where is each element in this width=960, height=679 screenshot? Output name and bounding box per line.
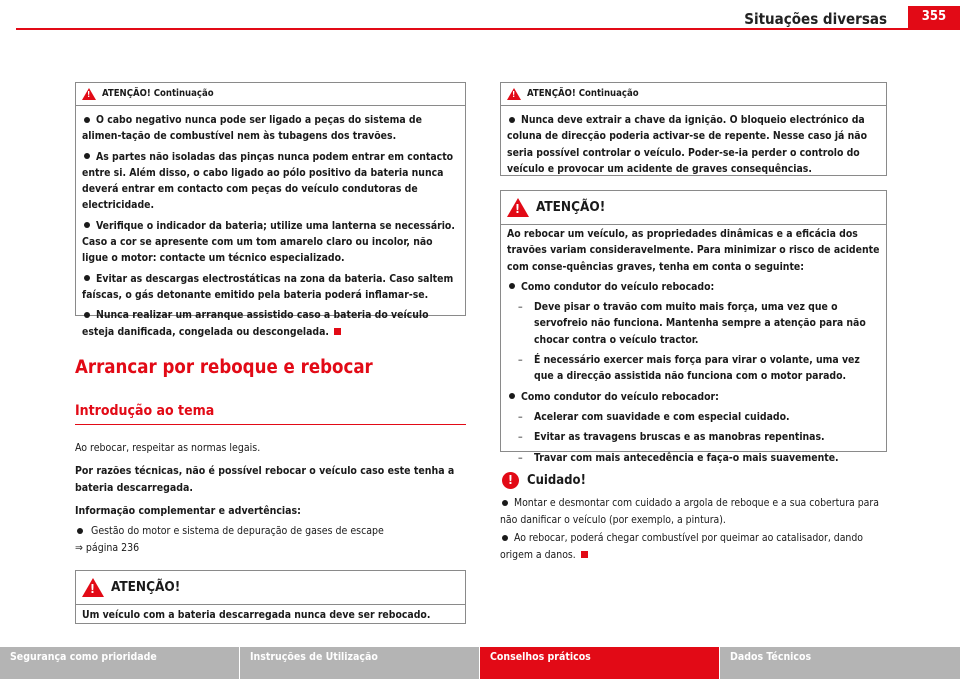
info-heading: Informação complementar e advertências: xyxy=(75,505,301,517)
bullet-icon xyxy=(84,222,90,228)
bullet-icon xyxy=(84,117,90,123)
warning-box-title: ATENÇÃO! Continuação xyxy=(527,88,639,99)
warning-bullet: As partes não isoladas das pinças nunca podem entrar em contacto entre si. Além disso, o cabo ligado ao pólo positivo da bateria nunca deverá entrar em contacto com peças do veículo condutoras de electricidade. xyxy=(82,150,454,212)
warning-box-header xyxy=(501,83,886,106)
bullet-icon xyxy=(84,153,90,159)
bullet-icon xyxy=(84,312,90,318)
bullet-icon xyxy=(77,528,83,534)
warning-bullet: O cabo negativo nunca pode ser ligado a peças do sistema de alimen-tação de combustível nem às tubagens dos travões. xyxy=(82,114,422,143)
footer-tab-operating-instructions[interactable]: Instruções de Utilização xyxy=(240,647,480,679)
page-section-title: Situações diversas xyxy=(744,10,887,28)
warning-box-header xyxy=(501,191,886,225)
warning-triangle-icon xyxy=(507,88,521,100)
warning-bullet: Verifique o indicador da bateria; utilize uma lanterna se necessário. Caso a cor se apresente com um tom amarelo claro ou incolor, não ligue o motor: contacte um técnico especializado. xyxy=(82,219,455,265)
warning-bullet: Como condutor do veículo rebocado: xyxy=(507,279,880,295)
warning-bullet: Como condutor do veículo rebocador: xyxy=(507,389,880,405)
caution-exclamation-icon: ! xyxy=(502,472,519,489)
bullet-icon xyxy=(84,275,90,281)
warning-bullet: Evitar as descargas electrostáticas na zona da bateria. Caso saltem faíscas, o gás detonante emitido pela bateria poderá inflamar-se. xyxy=(82,272,454,301)
warning-sub-item: – Travar com mais antecedência e faça-o mais suavemente. xyxy=(518,451,839,464)
bullet-icon xyxy=(502,500,508,506)
warning-box-title: ATENÇÃO! xyxy=(536,199,606,215)
warning-box-title: ATENÇÃO! Continuação xyxy=(102,88,214,99)
warning-box-header xyxy=(76,571,465,605)
page-number: 355 xyxy=(908,6,960,28)
subsection-heading: Introdução ao tema xyxy=(75,403,215,419)
intro-paragraph-bold: Por razões técnicas, não é possível rebocar o veículo caso este tenha a bateria descarregada. xyxy=(75,465,455,494)
warning-bullet: Nunca realizar um arranque assistido caso a bateria do veículo esteja danificada, congelada ou descongelada. xyxy=(82,309,429,338)
warning-bullet: Nunca deve extrair a chave da ignição. O bloqueio electrónico da coluna de direcção poderia activar-se de repente. Nesse caso já não seria possível controlar o veículo. Poder-se-ia perder o controlo do veículo e provocar um acidente de graves consequências. xyxy=(507,114,867,175)
warning-sub-item: – É necessário exercer mais força para virar o volante, uma vez que a direcção assistida não funciona com o motor parado. xyxy=(518,354,860,383)
bullet-icon xyxy=(509,117,515,123)
warning-box-towing-dynamics xyxy=(500,190,887,464)
warning-sub-item: – Deve pisar o travão com muito mais força, uma vez que o servofreio não funciona. Mantenha sempre a atenção para não chocar contra o veículo tractor. xyxy=(518,301,866,346)
warning-sub-item: – Evitar as travagens bruscas e as manobras repentinas. xyxy=(518,431,825,444)
warning-box-body xyxy=(76,106,465,348)
warning-triangle-icon xyxy=(82,88,96,100)
end-of-section-icon xyxy=(334,328,341,335)
warning-box-continued-right xyxy=(500,82,887,176)
page-reference-link[interactable]: ⇒ página 236 xyxy=(75,541,140,554)
footer-navigation xyxy=(0,647,960,679)
caution-bullet: Ao rebocar, poderá chegar combustível por queimar ao catalisador, dando origem a danos. xyxy=(500,532,863,561)
warning-box-header xyxy=(76,83,465,106)
caution-bullet: Montar e desmontar com cuidado a argola de reboque e a sua cobertura para não danificar o veículo (por exemplo, a pintura). xyxy=(500,497,879,526)
footer-tab-safety[interactable]: Segurança como prioridade xyxy=(0,647,240,679)
warning-box-continued-left xyxy=(75,82,466,338)
warning-triangle-icon xyxy=(82,578,104,597)
header-rule xyxy=(16,28,960,30)
info-bullet: Gestão do motor e sistema de depuração de gases de escape ⇒ página 236 xyxy=(75,525,384,554)
warning-box-body xyxy=(501,225,886,474)
warning-box-body xyxy=(501,106,886,185)
footer-tab-technical-data[interactable]: Dados Técnicos xyxy=(720,647,960,679)
caution-title: Cuidado! xyxy=(527,473,586,488)
bullet-icon xyxy=(502,535,508,541)
warning-intro: Ao rebocar um veículo, as propriedades dinâmicas e a eficácia dos travões variam consideravelmente. Para minimizar o risco de acidente com conse-quências graves, tenha em conta o seguinte: xyxy=(507,228,880,273)
subsection-rule xyxy=(75,424,466,425)
warning-triangle-icon xyxy=(507,198,529,217)
warning-box-body: Um veículo com a bateria descarregada nunca deve ser rebocado. xyxy=(82,609,431,621)
bullet-icon xyxy=(509,283,515,289)
end-of-section-icon xyxy=(581,551,588,558)
bullet-icon xyxy=(509,393,515,399)
warning-box-towing xyxy=(75,570,466,624)
warning-sub-item: – Acelerar com suavidade e com especial cuidado. xyxy=(518,410,790,423)
caution-header xyxy=(502,472,586,489)
section-heading: Arrancar por reboque e rebocar xyxy=(75,357,373,378)
intro-paragraph: Ao rebocar, respeitar as normas legais. xyxy=(75,442,261,454)
footer-tab-practical-tips[interactable]: Conselhos práticos xyxy=(480,647,720,679)
warning-box-title: ATENÇÃO! xyxy=(111,579,181,595)
